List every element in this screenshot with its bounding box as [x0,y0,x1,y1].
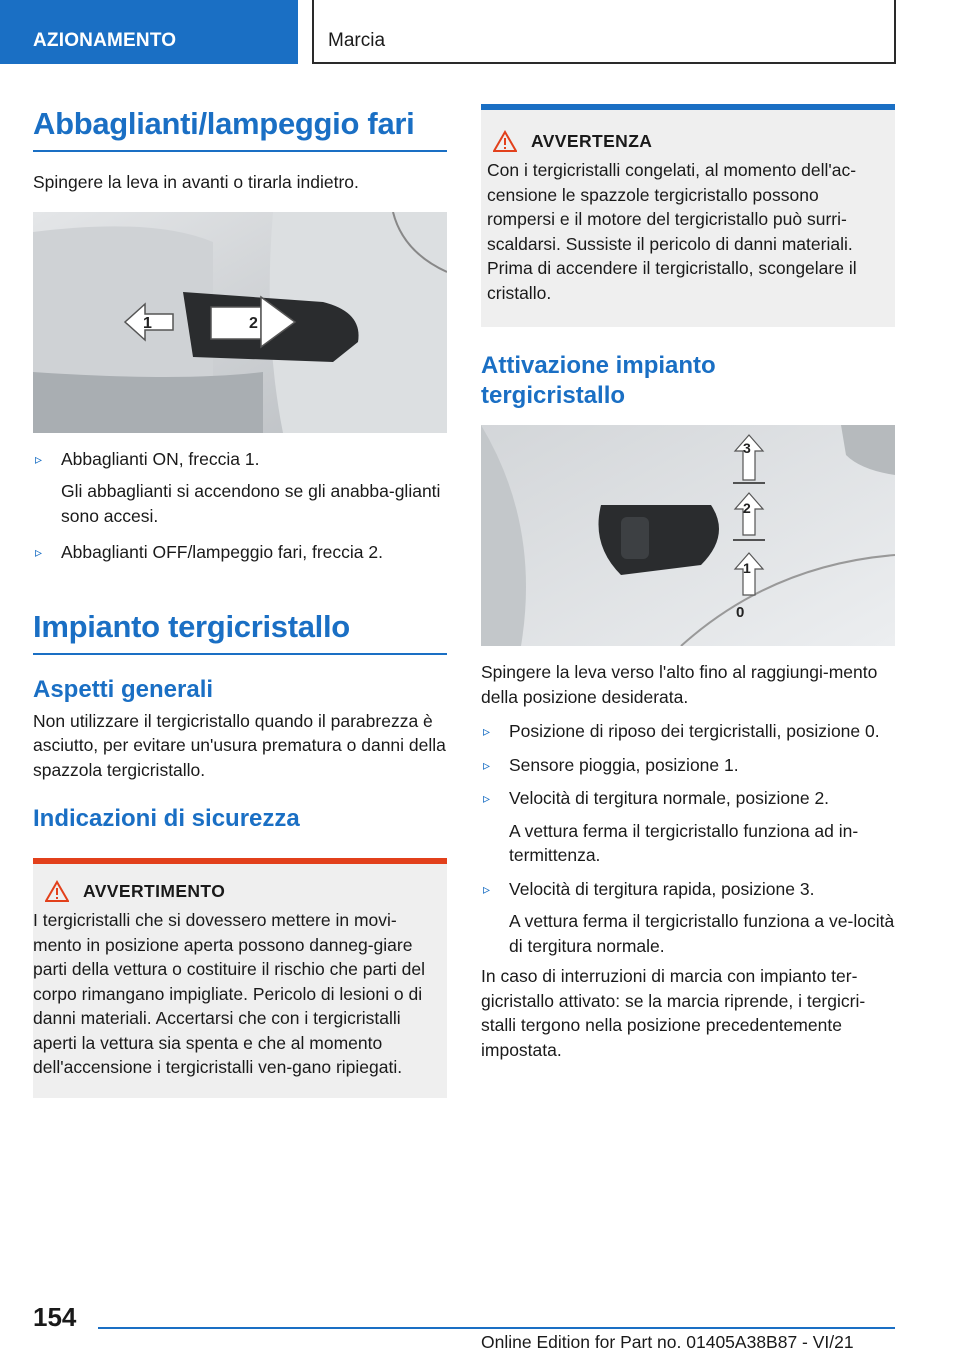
list-item-subtext: A vettura ferma il tergicristallo funziona a ve-locità di tergitura normale. [509,911,895,956]
position-label-0: 0 [736,604,745,621]
caution-label: AVVERTENZA [531,130,653,151]
caution-header [489,130,881,152]
high-beam-illustration [33,212,447,433]
left-column [33,104,447,1098]
arrow-label-2: 2 [249,314,258,332]
position-label-1: 1 [743,560,751,576]
page-title-high-beam: Abbaglianti/lampeggio fari [33,104,447,152]
list-item-subtext: Gli abbaglianti si accendono se gli anabba-glianti sono accesi. [61,481,441,526]
section-label: AZIONAMENTO [33,30,177,51]
triangle-bullet-icon: ▹ [483,756,491,773]
warning-triangle-icon [45,880,69,902]
wiper-illustration [481,425,895,646]
footer-divider [98,1327,895,1329]
triangle-bullet-icon: ▹ [483,723,491,739]
list-item-text: Velocità di tergitura rapida, posizione 3. [509,878,815,899]
high-beam-list [33,447,447,565]
list-item-text: Velocità di tergitura normale, posizione 2. [509,788,830,808]
section-title-wiper: Impianto tergicristallo [33,607,447,655]
list-item [481,719,895,744]
edition-text: Online Edition for Part no. 01405A38B87 - VI/21 [481,1332,854,1352]
chapter-tab[interactable] [312,0,896,64]
position-label-2: 2 [743,500,751,516]
list-item-text: Posizione di riposo dei tergicristalli, posizione 0. [509,721,880,741]
warning-box [33,858,447,1098]
arrow-label-1: 1 [143,314,152,332]
list-item-subtext: A vettura ferma il tergicristallo funziona ad in-termittenza. [509,820,859,865]
caution-triangle-icon [493,130,517,152]
subtitle-general: Aspetti generali [33,675,214,703]
triangle-bullet-icon: ▹ [35,544,43,560]
warning-label: AVVERTIMENTO [83,880,226,901]
caution-text: Con i tergicristalli congelati, al momento dell'ac-censione le spazzole tergicristallo possono rompersi e il motore del tergicristallo può surri-scaldarsi. Sussiste il pericolo di danni materiali. Prima di accendere il tergicristallo, scongelare il cristallo. [487,160,857,303]
list-item [481,753,895,778]
list-item [481,786,895,868]
list-item-text: Abbaglianti OFF/lampeggio fari, freccia 2. [61,542,383,562]
subtitle-wiper-activation: Attivazione impianto tergicristallo [481,352,716,409]
triangle-bullet-icon: ▹ [483,790,491,806]
wiper-list [481,719,895,958]
subtitle-safety: Indicazioni di sicurezza [33,805,300,832]
high-beam-intro: Spingere la leva in avanti o tirarla indietro. [33,172,359,192]
wiper-intro: Spingere la leva verso l'alto fino al raggiungi-mento della posizione desiderata. [481,662,878,707]
triangle-bullet-icon: ▹ [35,450,43,467]
caution-box [481,104,895,327]
wiper-outro: In caso di interruzioni di marcia con impianto ter-gicristallo attivato: se la marcia riprende, i tergicri-stalli tergono nella posizione precedentemente impostata. [481,966,866,1060]
warning-header [41,880,433,902]
triangle-bullet-icon: ▹ [483,880,491,897]
right-column [481,104,895,1062]
section-tab[interactable] [0,0,298,64]
list-item [481,877,895,959]
chapter-label: Marcia [328,30,386,51]
list-item [33,540,447,565]
warning-text: I tergicristalli che si dovessero mettere in movi-mento in posizione aperta possono danneg-giare parti della vettura o costituire il rischio che parti del corpo rimangano impigliate. Pericolo di lesioni o di danni materiali. Accertarsi che con i tergicristalli aperti la vettura sia spenta e che al momento dell'accensione i tergicristalli ven-gano ripiegati. [33,910,425,1077]
page-number: 154 [33,1302,77,1332]
general-text: Non utilizzare il tergicristallo quando il parabrezza è asciutto, per evitare un'usura prematura o danni della spazzola tergicristallo. [33,710,446,780]
list-item-text: Sensore pioggia, posizione 1. [509,754,739,775]
list-item-text: Abbaglianti ON, freccia 1. [61,448,260,469]
position-label-3: 3 [743,440,751,456]
list-item [33,447,447,529]
